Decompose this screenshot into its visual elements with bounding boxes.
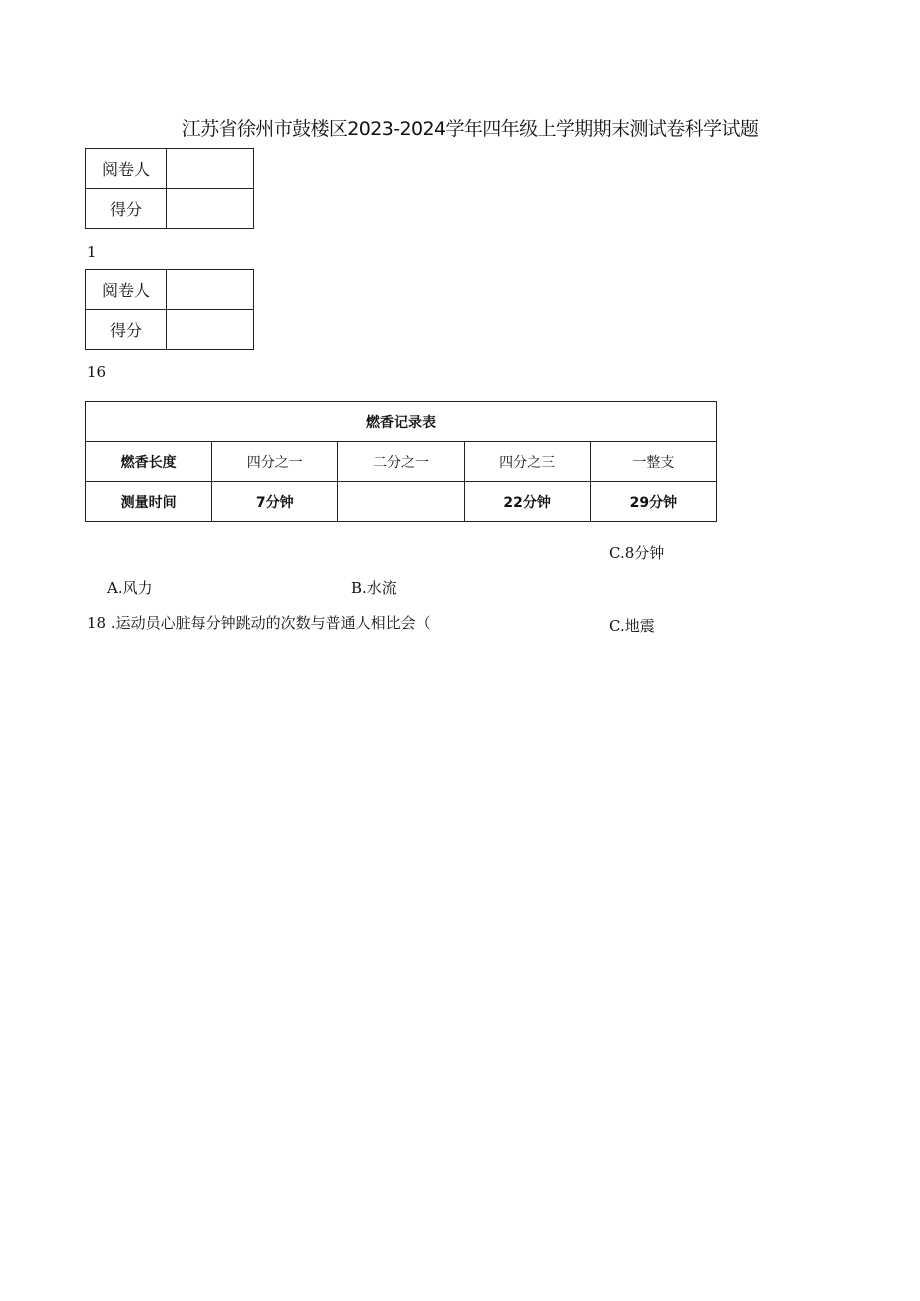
document-title: 江苏省徐州市鼓楼区2023-2024学年四年级上学期期末测试卷科学试题 (181, 118, 759, 140)
section-number: 1 (87, 243, 97, 261)
question-18: 18 .运动员心脏每分钟跳动的次数与普通人相比会（ (87, 614, 431, 632)
option-a: A.风力 (107, 579, 153, 597)
option-c-earthquake: C.地震 (609, 617, 655, 635)
reviewer-label: 阅卷人 (86, 270, 167, 310)
row-header-length: 燃香长度 (86, 442, 212, 482)
score-label: 得分 (86, 189, 167, 229)
score-box-1 (85, 148, 254, 229)
option-b: B.水流 (351, 579, 397, 597)
score-label: 得分 (86, 310, 167, 350)
score-box-2 (85, 269, 254, 350)
score-field (167, 189, 254, 229)
table-cell: 四分之三 (464, 442, 590, 482)
table-cell (338, 482, 464, 522)
table-cell: 22分钟 (464, 482, 590, 522)
table-row (86, 442, 717, 482)
reviewer-label: 阅卷人 (86, 149, 167, 189)
table-cell: 29分钟 (590, 482, 716, 522)
incense-record-table (85, 401, 717, 522)
table-cell: 二分之一 (338, 442, 464, 482)
reviewer-field (167, 149, 254, 189)
table-row (86, 482, 717, 522)
table-cell: 四分之一 (212, 442, 338, 482)
section-number: 16 (87, 363, 107, 381)
table-cell: 一整支 (590, 442, 716, 482)
table-title: 燃香记录表 (86, 402, 717, 442)
reviewer-field (167, 270, 254, 310)
score-field (167, 310, 254, 350)
option-c-time: C.8分钟 (609, 544, 665, 562)
row-header-time: 测量时间 (86, 482, 212, 522)
table-cell: 7分钟 (212, 482, 338, 522)
